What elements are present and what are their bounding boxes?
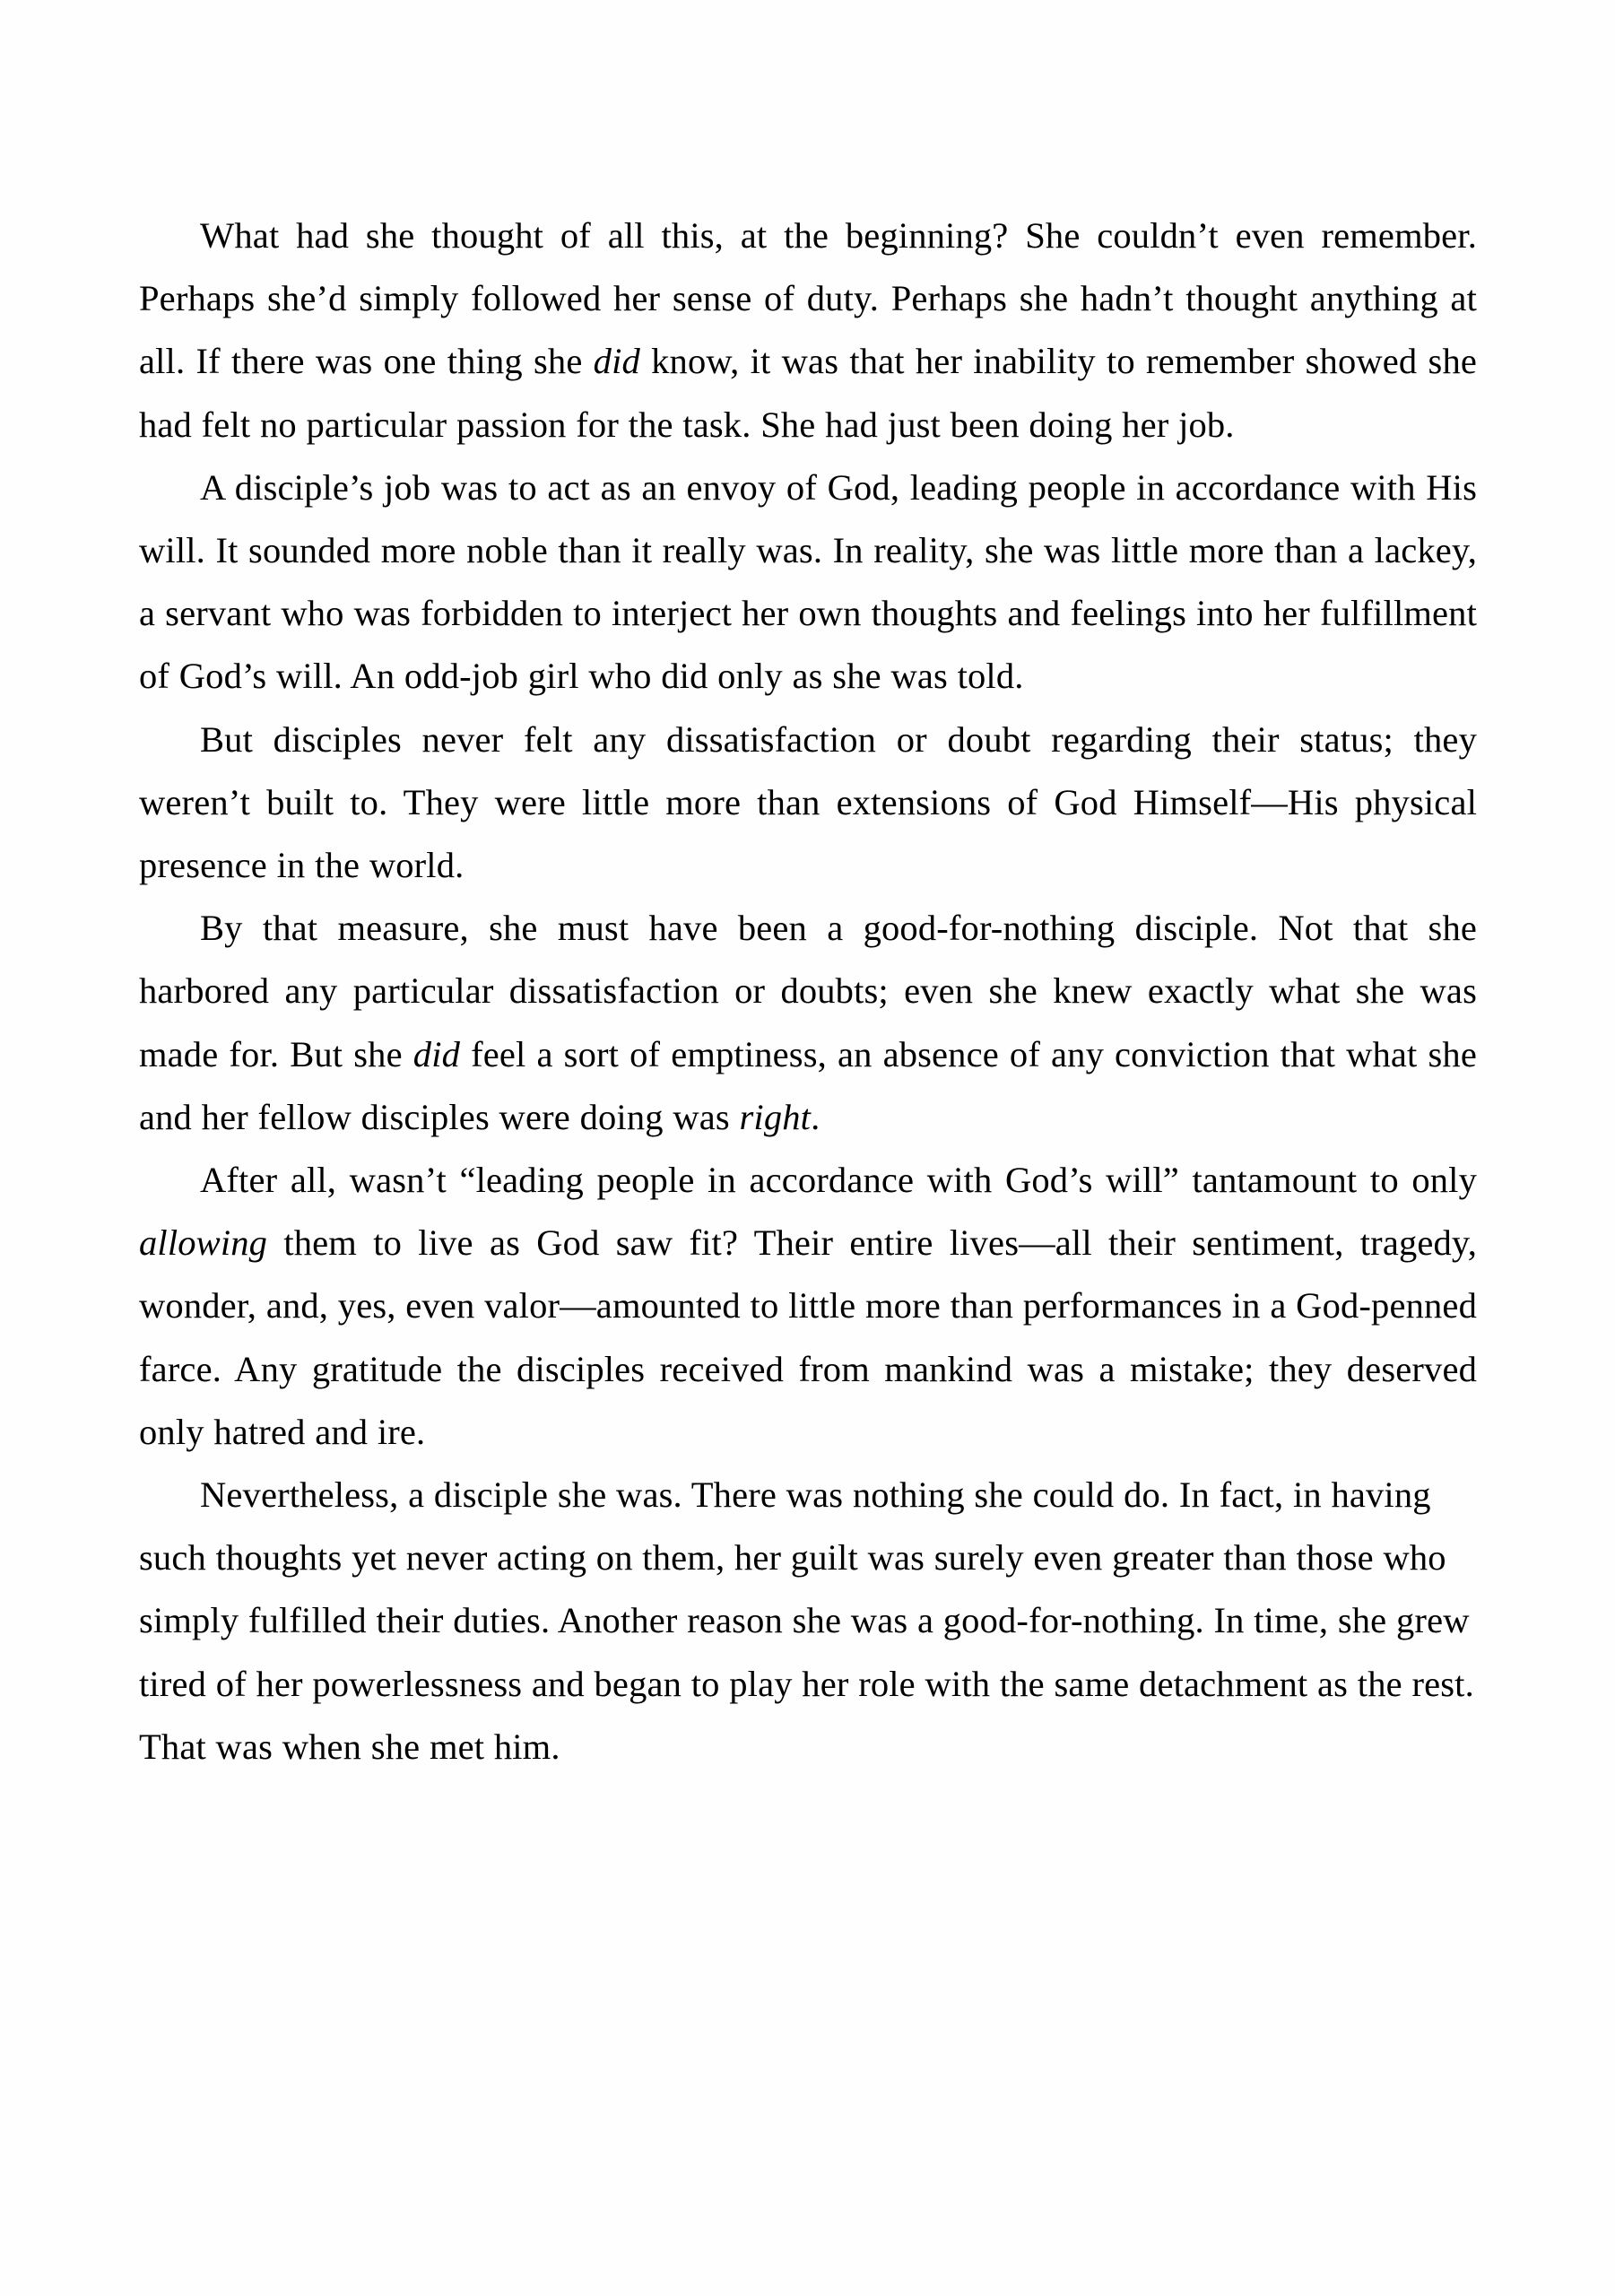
body-paragraph — [139, 897, 1477, 1149]
body-text-run: . — [811, 1096, 821, 1137]
body-paragraph — [139, 709, 1477, 898]
body-paragraph — [139, 204, 1477, 457]
body-text-run: What had she thought of all this, at the beginning? She couldn’t even remember. Perhaps she’d simply followed her sense of duty. Perhaps she hadn’t thought anything at all. If there was one thing she — [139, 215, 1477, 382]
body-text-block — [139, 204, 1477, 1779]
body-text-run: Nevertheless, a disciple she was. There was nothing she could do. In fact, in having such thoughts yet never acting on them, her guilt was surely even greater than those who simply fulfilled their duties. Another reason she was a good-for-nothing. In time, she grew tired of her powerlessness and began to play her role with the same detachment as the rest. That was when she met him. — [139, 1474, 1474, 1767]
emphasis-text: right — [739, 1096, 812, 1137]
body-text-run: After all, wasn’t “leading people in accordance with God’s will” tantamount to only — [200, 1160, 1477, 1201]
emphasis-text: allowing — [139, 1222, 268, 1264]
body-text-run: But disciples never felt any dissatisfaction or doubt regarding their status; they weren’t built to. They were little more than extensions of God Himself—His physical presence in the world. — [139, 718, 1477, 886]
body-paragraph — [139, 457, 1477, 709]
body-paragraph — [139, 1464, 1477, 1779]
body-text-run: feel a sort of emptiness, an absence of any conviction that what she and her fellow disciples were doing was — [139, 1033, 1477, 1137]
body-text-run: By that measure, she must have been a good-for-nothing disciple. Not that she harbored any particular dissatisfaction or doubts; even she knew exactly what she was made for. But she — [139, 908, 1477, 1074]
body-text-run: know, it was that her inability to remember showed she had felt no particular passion for the task. She had just been doing her job. — [139, 341, 1477, 445]
emphasis-text: did — [593, 341, 640, 382]
body-text-run: A disciple’s job was to act as an envoy of God, leading people in accordance with His will. It sounded more noble than it really was. In reality, she was little more than a lackey, a servant who was forbidden to interject her own thoughts and feelings into her fulfillment of God’s will. An odd-job girl who did only as she was told. — [139, 466, 1477, 697]
body-text-run: them to live as God saw fit? Their entire lives—all their sentiment, tragedy, wonder, and, yes, even valor—amounted to little more than performances in a God-penned farce. Any gratitude the disciples received from mankind was a mistake; they deserved only hatred and ire. — [139, 1222, 1477, 1452]
body-paragraph — [139, 1149, 1477, 1464]
emphasis-text: did — [412, 1033, 461, 1074]
